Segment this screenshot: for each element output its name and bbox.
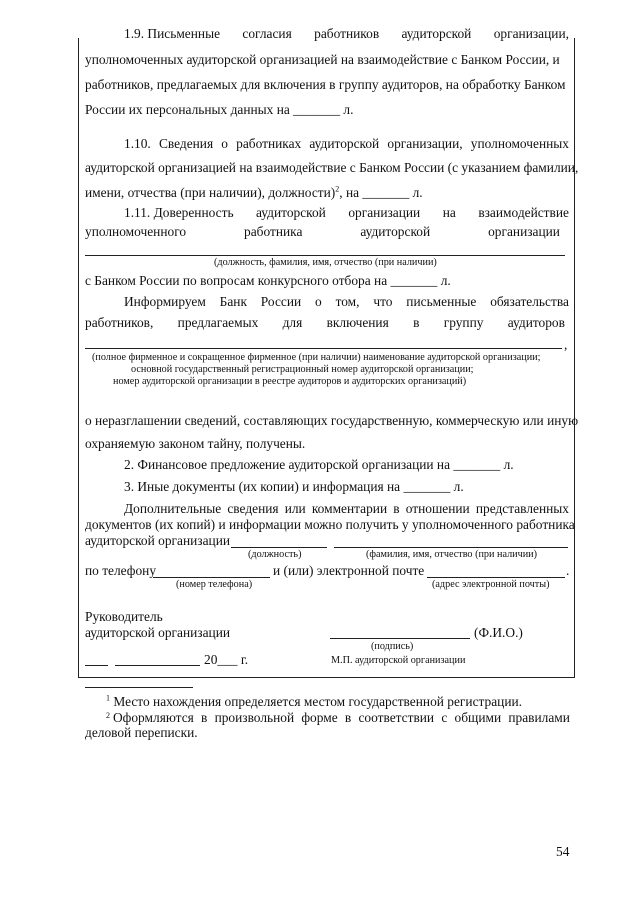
word: организации: [488, 224, 560, 239]
footnote-1-mark: 1: [106, 693, 110, 703]
item-1-11-line-1: [124, 205, 569, 221]
word: для: [282, 315, 303, 330]
word: работников,: [85, 315, 154, 330]
extra-line-2: документов (их копий) и информации можно получить у уполномоченного работника: [85, 517, 575, 532]
word: Дополнительные: [124, 501, 222, 516]
phone-caption: (номер телефона): [176, 579, 253, 590]
signature-caption: (подпись): [371, 641, 414, 652]
audit-org-caption-3: номер аудиторской организации в реестре аудиторов и аудиторских организаций): [113, 376, 467, 387]
word: на: [442, 205, 456, 220]
footnote-1-text: Место нахождения определяется местом государственной регистрации.: [113, 694, 523, 709]
word: комментарии: [311, 501, 388, 516]
audit-org-caption-1: (полное фирменное и сокращенное фирменное (при наличии) наименование аудиторской организации;: [92, 352, 541, 363]
item-1-10-line-3: [85, 185, 423, 201]
word: в: [201, 710, 208, 725]
item-1-9-line-1: [124, 26, 569, 42]
word: или: [284, 501, 306, 516]
name-rule: [334, 547, 568, 548]
word: аудиторской: [256, 205, 326, 220]
word: предлагаемых: [177, 315, 259, 330]
word: Сведения: [158, 136, 214, 151]
item-1-11-line-3: с Банком России по вопросам конкурсного отбора на _______ л.: [85, 273, 451, 288]
word: группу: [443, 315, 484, 330]
footnote-2-line-1: [106, 710, 570, 726]
word: в: [413, 315, 420, 330]
item-1-10-line-3a: имени, отчества (при наличии), должности): [85, 185, 336, 200]
word: включения: [326, 315, 389, 330]
word: аудиторской: [401, 26, 472, 41]
item-1-10-line-3b: , на _______ л.: [339, 185, 423, 200]
email-dot: .: [566, 563, 570, 578]
signature-head-1: Руководитель: [85, 609, 163, 624]
item-1-9-line-3: работников, предлагаемых для включения в группу аудиторов, на обработку Банком: [85, 77, 566, 92]
item-1-10-line-1: [124, 136, 569, 152]
word: произвольной: [214, 710, 295, 725]
word: России: [260, 294, 302, 309]
footnote-2-mark: 2: [106, 711, 110, 720]
item-1-9-line-2: уполномоченных аудиторской организацией на взаимодействие с Банком России, и: [85, 52, 560, 67]
footnote-1: [106, 694, 522, 710]
footnote-2-text-1: [113, 710, 570, 726]
word: аудиторов: [507, 315, 565, 330]
word: Оформляются: [113, 710, 194, 725]
page-number: 54: [556, 844, 570, 859]
word: уполномоченных: [470, 136, 569, 151]
footnote-2-line-2: деловой переписки.: [85, 725, 198, 740]
delegate-caption: (должность, фамилия, имя, отчество (при наличии): [214, 257, 437, 268]
word: работника: [244, 224, 303, 239]
word: о: [315, 294, 322, 309]
word: взаимодействие: [478, 205, 569, 220]
extra-line-1: [124, 501, 569, 517]
word: организации: [348, 205, 421, 220]
word: что: [373, 294, 393, 309]
position-caption: (должность): [248, 549, 302, 560]
extra-line-3: аудиторской организации: [85, 533, 231, 548]
item-1-9-line-4: России их персональных данных на _______ л.: [85, 102, 354, 117]
word: отношении: [405, 501, 470, 516]
date-month-rule[interactable]: [115, 665, 200, 666]
signature-head-2: аудиторской организации: [85, 625, 231, 640]
inform-line-4: охраняемую законом тайну, получены.: [85, 436, 306, 451]
phone-label: по телефону: [85, 563, 157, 578]
word: соответствии: [358, 710, 435, 725]
word: работниках: [236, 136, 302, 151]
position-rule: [231, 547, 327, 548]
word: аудиторской: [309, 136, 380, 151]
email-rule[interactable]: [427, 577, 565, 578]
email-caption: (адрес электронной почты): [432, 579, 550, 590]
word: письменные: [406, 294, 477, 309]
word: форме: [301, 710, 338, 725]
date-day-rule[interactable]: [85, 665, 108, 666]
signature-rule[interactable]: [330, 638, 470, 639]
audit-org-caption-2: основной государственный регистрационный номер аудиторской организации;: [131, 364, 474, 375]
item-1-11-line-2: [85, 224, 560, 240]
word: том,: [335, 294, 360, 309]
word: организации,: [493, 26, 569, 41]
word: согласия: [242, 26, 292, 41]
word: в: [344, 710, 352, 725]
audit-org-rule: [85, 348, 562, 349]
item-2: 2. Финансовое предложение аудиторской организации на _______ л.: [124, 457, 514, 472]
word: Банк: [219, 294, 247, 309]
word: обязательства: [490, 294, 569, 309]
word: сведения: [227, 501, 279, 516]
word: Информируем: [124, 294, 206, 309]
footnote-ref-2: 2: [335, 184, 340, 194]
word: 1.10.: [124, 136, 151, 151]
inform-line-1: [124, 294, 569, 310]
fio-label: (Ф.И.О.): [474, 625, 523, 640]
word: в: [393, 501, 400, 516]
name-caption: (фамилия, имя, отчество (при наличии): [366, 549, 538, 560]
word: аудиторской: [360, 224, 431, 239]
word: о: [221, 136, 228, 151]
word: представленных: [475, 501, 569, 516]
word: работников: [314, 26, 380, 41]
item-1-10-line-2: аудиторской организацией на взаимодействие с Банком России (с указанием фамилии,: [85, 160, 579, 175]
stamp-label: М.П. аудиторской организации: [331, 655, 466, 666]
word: 1.11. Доверенность: [124, 205, 234, 220]
word: правилами: [508, 710, 570, 725]
inform-line-2: [85, 315, 565, 331]
audit-org-comma: ,: [564, 337, 568, 352]
item-3: 3. Иные документы (их копии) и информация на _______ л.: [124, 479, 464, 494]
delegate-rule: [85, 255, 565, 256]
phone-rule[interactable]: [153, 577, 270, 578]
word: с: [441, 710, 448, 725]
word: уполномоченного: [85, 224, 187, 239]
inform-line-3: о неразглашении сведений, составляющих государственную, коммерческую или иную: [85, 413, 579, 428]
date-year: 20___ г.: [204, 652, 249, 667]
word: организации,: [387, 136, 463, 151]
word: 1.9. Письменные: [124, 26, 221, 41]
word: общими: [454, 710, 502, 725]
footnote-separator: [85, 687, 193, 688]
email-label: и (или) электронной почте: [273, 563, 425, 578]
